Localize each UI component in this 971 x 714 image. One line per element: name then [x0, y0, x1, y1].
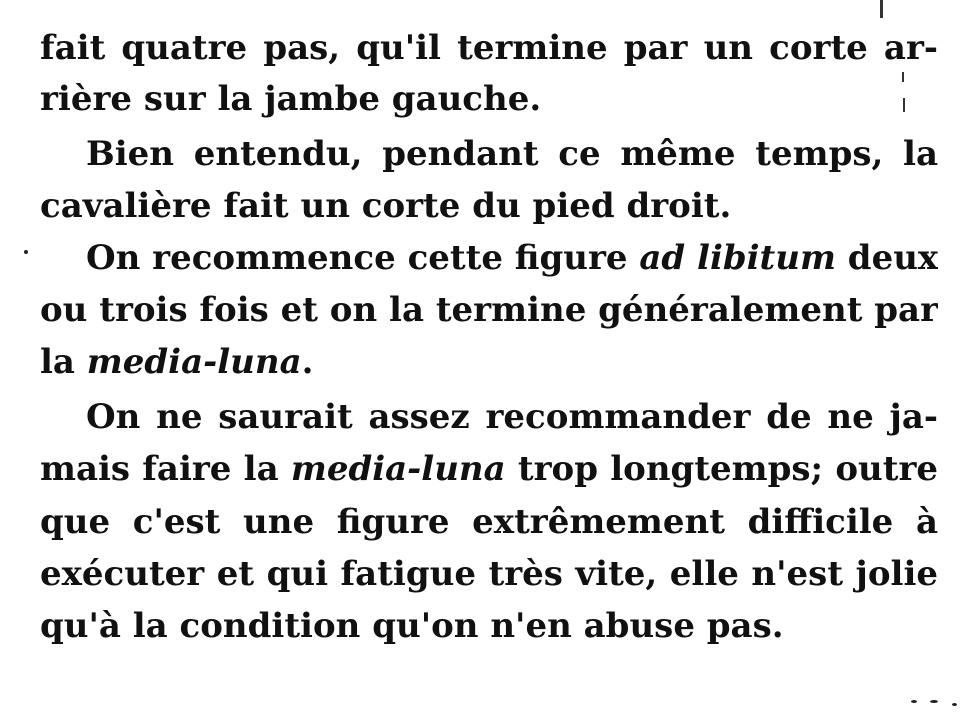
text-line [40, 496, 938, 548]
scan-artifact-mark [902, 72, 904, 82]
text-line [40, 180, 938, 232]
text-run: deux [835, 238, 938, 278]
scan-artifact-mark [880, 0, 883, 18]
text-line [40, 284, 938, 336]
paragraph-first-line [86, 128, 938, 180]
text-line [40, 548, 938, 600]
text-run: On recommence cette figure [86, 238, 640, 278]
text-run: On ne saurait assez recommander de ne ja- [86, 397, 938, 437]
scan-artifact-speck [952, 703, 957, 706]
text-run: que c'est une figure extrêmement difficile à [40, 502, 938, 542]
text-run: Bien entendu, pendant ce même temps, la [86, 134, 938, 174]
text-run: . [301, 342, 314, 382]
text-line [40, 600, 938, 652]
scan-artifact-speck [24, 250, 28, 254]
paragraph-first-line [86, 232, 938, 284]
text-line [40, 443, 938, 495]
text-run: qu'à la condition qu'on n'en abuse pas. [40, 606, 784, 646]
paragraph-first-line [86, 391, 938, 443]
text-run: fait quatre pas, qu'il termine par un corte ar- [40, 28, 938, 68]
scan-artifact-speck [930, 700, 938, 703]
scan-artifact-mark [903, 98, 905, 112]
text-run: cavalière fait un corte du pied droit. [40, 186, 732, 226]
italic-term: media-luna [86, 342, 302, 382]
text-line [40, 73, 938, 125]
text-run: mais faire la [40, 449, 291, 489]
scan-artifact-speck [911, 700, 917, 703]
italic-term: media-luna [290, 449, 506, 489]
text-run: rière sur la jambe gauche. [40, 79, 542, 119]
text-line [40, 22, 938, 74]
text-line [40, 336, 938, 388]
italic-term: ad libitum [639, 238, 836, 278]
text-run: ou trois fois et on la termine généralement par [40, 290, 938, 330]
text-run: trop longtemps; outre [505, 449, 938, 489]
text-run: la [40, 342, 87, 382]
text-run: exécuter et qui fatigue très vite, elle n'est jolie [40, 554, 938, 594]
